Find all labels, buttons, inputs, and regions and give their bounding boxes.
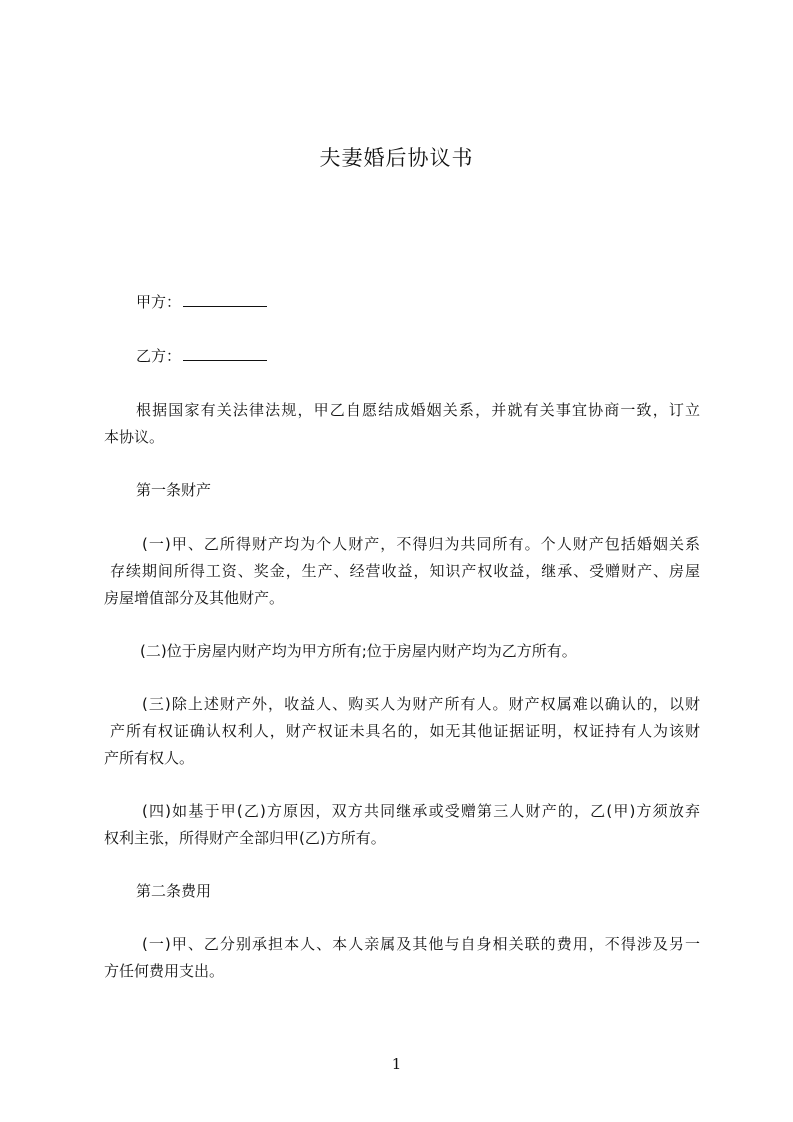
party-a-blank [183,293,267,307]
article-1-clause-1-line-1: (一)甲、乙所得财产均为个人财产，不得归为共同所有。个人财产包括婚姻关系 [142,535,700,553]
article-2-clause-1-line-2: 方任何费用支出。 [104,962,225,980]
intro-line-2: 本协议。 [104,428,165,446]
article-1-clause-1-line-2: 存续期间所得工资、奖金，生产、经营收益，知识产权收益，继承、受赠财产、房屋 [110,562,700,580]
page-number: 1 [391,1055,402,1073]
party-a-line [136,292,732,312]
article-1-clause-3-line-3: 产所有权人。 [104,749,195,767]
article-1-clause-2-line-1: (二)位于房屋内财产均为甲方所有;位于房屋内财产均为乙方所有。 [140,642,577,660]
article-1-clause-3-line-2: 产所有权证确认权利人，财产权证未具名的，如无其他证据证明，权证持有人为该财 [110,722,700,740]
intro-line-1: 根据国家有关法律法规，甲乙自愿结成婚姻关系，并就有关事宜协商一致，订立 [136,401,700,419]
article-1-clause-3-line-1: (三)除上述财产外，收益人、购买人为财产所有人。财产权属难以确认的，以财 [142,695,700,713]
article-1-clause-1-line-3: 房屋增值部分及其他财产。 [104,589,285,607]
article-1-clause-4-line-1: (四)如基于甲(乙)方原因，双方共同继承或受赠第三人财产的，乙(甲)方须放弃 [142,802,700,820]
party-b-blank [183,347,267,361]
party-b-line [136,346,732,366]
article-2-heading: 第二条费用 [136,882,212,900]
document-title: 夫妻婚后协议书 [319,146,474,170]
article-1-clause-4-line-2: 权利主张，所得财产全部归甲(乙)方所有。 [104,829,386,847]
party-a-label: 甲方： [136,293,182,311]
party-b-label: 乙方： [136,347,182,365]
article-1-heading: 第一条财产 [136,481,212,499]
article-2-clause-1-line-1: (一)甲、乙分别承担本人、本人亲属及其他与自身相关联的费用，不得涉及另一 [142,935,700,953]
